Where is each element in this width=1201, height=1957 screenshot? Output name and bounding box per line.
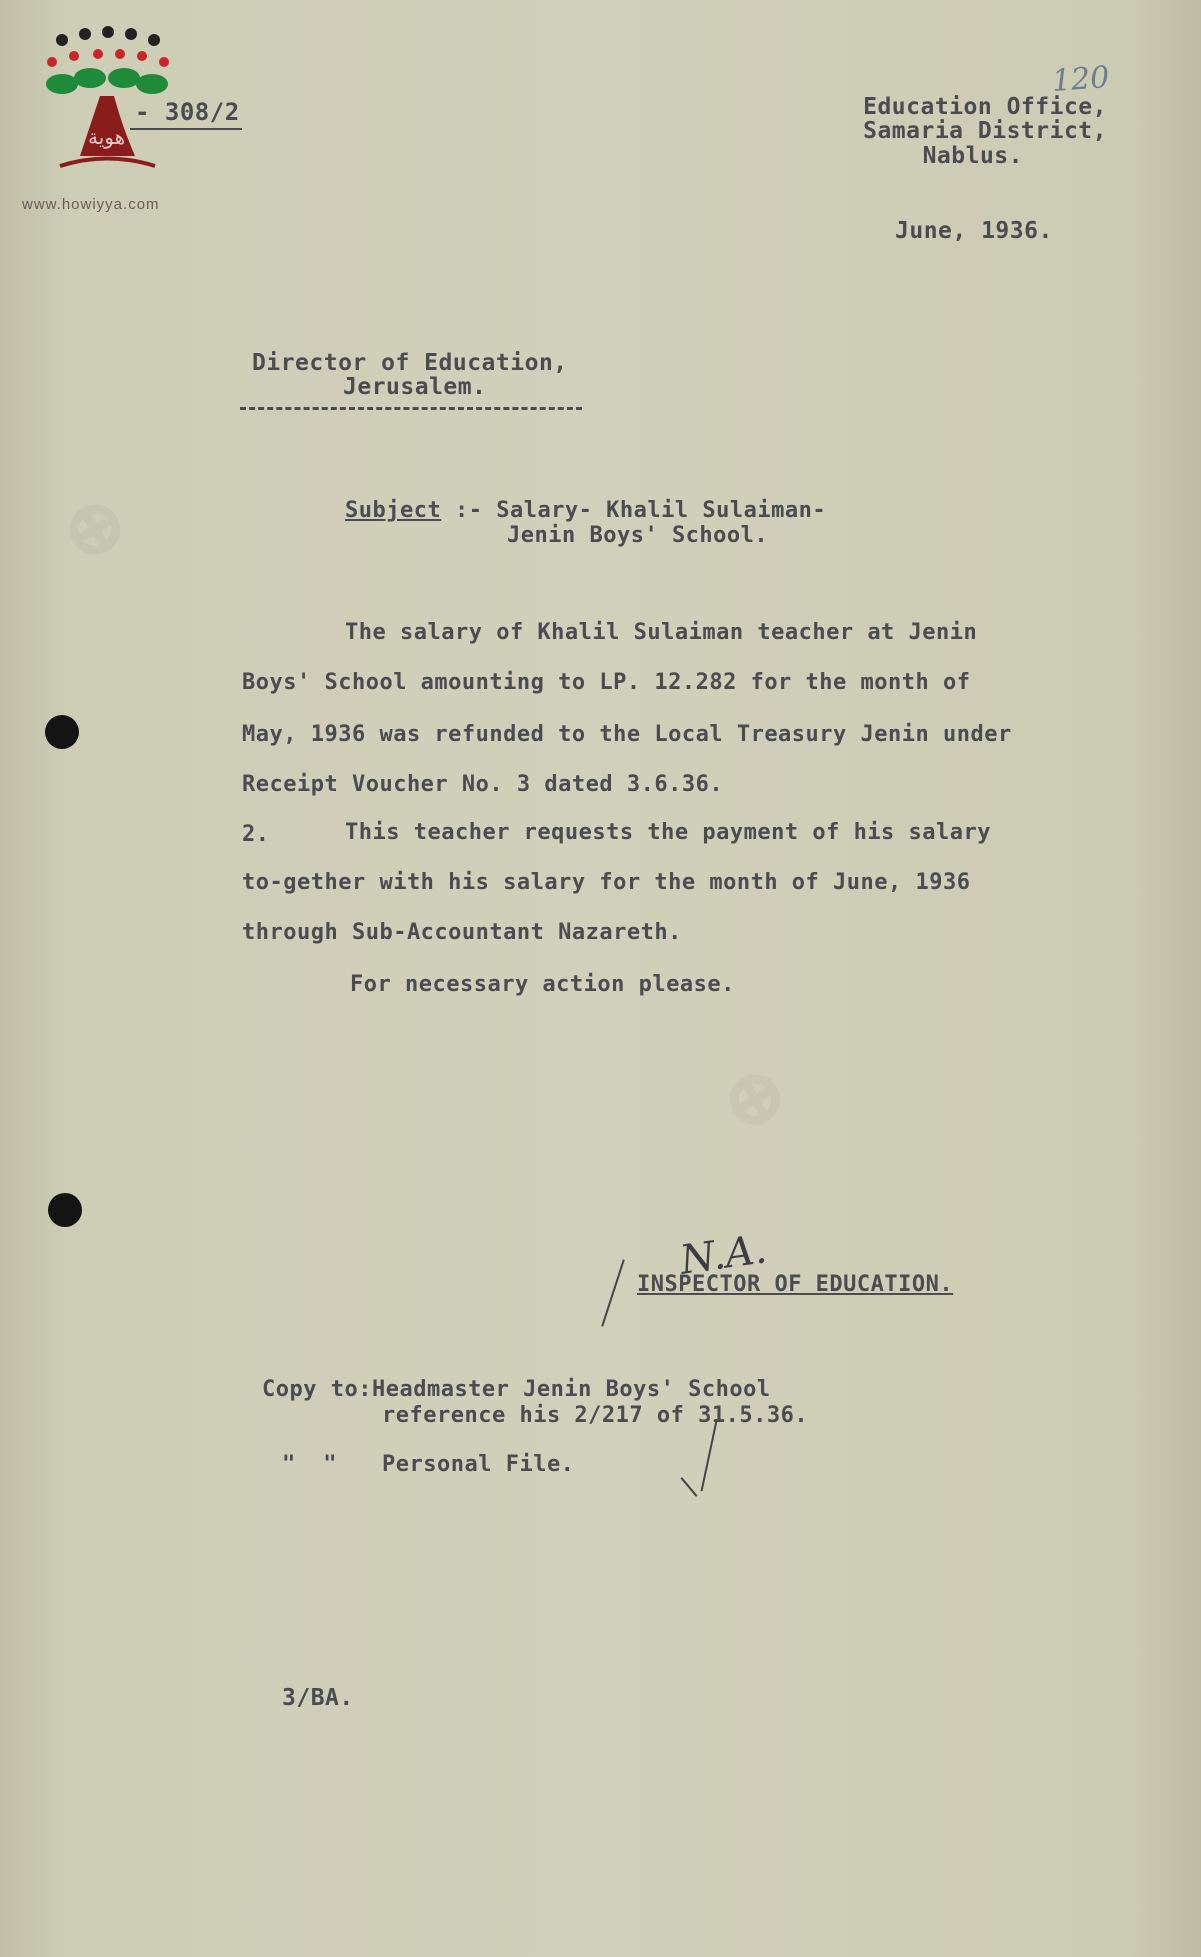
copy-to-line-1 [262,1377,771,1402]
body-para2-number: 2. [242,822,270,847]
reference-underline [130,128,242,130]
copy-to-label: Copy to: [262,1377,372,1402]
address-line-3: Nablus. [922,143,1023,169]
copy-to-line-3: Personal File. [382,1452,575,1477]
signature-initials: N.A. [677,1226,770,1284]
subject-separator: :- [441,498,497,523]
copy-to-ditto: " " [282,1452,337,1477]
body-para2-line-3: through Sub-Accountant Nazareth. [242,920,682,945]
archive-number: 120 [1050,60,1111,99]
body-para1-line-2: Boys' School amounting to LP. 12.282 for the month of [242,670,971,695]
signatory-title: INSPECTOR OF EDUCATION. [637,1272,954,1297]
check-mark-stroke [681,1477,698,1497]
body-para1-line-1: The salary of Khalil Sulaiman teacher at Jenin [345,620,978,645]
background-stamp: ⊕ [40,469,147,585]
file-reference: - 308/2 [135,98,240,126]
background-stamp: ⊕ [700,1039,807,1155]
copy-to-recipient: Headmaster Jenin Boys' School [371,1377,771,1402]
recipient-rule [240,407,582,410]
punch-hole [48,1193,82,1227]
subject-line-1 [345,498,826,523]
body-para1-line-4: Receipt Voucher No. 3 dated 3.6.36. [242,772,724,797]
signature-stroke [601,1259,625,1326]
copy-to-line-2: reference his 2/217 of 31.5.36. [382,1403,809,1428]
punch-hole [45,715,79,749]
subject-text-1: Salary- Khalil Sulaiman- [496,498,827,523]
address-line-1: Education Office, [863,94,1107,120]
body-para1-line-3: May, 1936 was refunded to the Local Treasury Jenin under [242,722,1012,747]
typist-reference: 3/BA. [282,1685,354,1711]
check-mark-stroke [701,1421,718,1492]
subject-label: Subject [345,498,442,523]
recipient-line-1: Director of Education, [252,350,568,376]
watermark-url: www.howiyya.com [22,196,160,213]
subject-line-2: Jenin Boys' School. [507,523,769,548]
body-para2-line-2: to-gether with his salary for the month of June, 1936 [242,870,971,895]
closing-line: For necessary action please. [350,972,735,997]
letter-date: June, 1936. [895,218,1053,244]
body-para2-line-1: This teacher requests the payment of his salary [345,820,992,845]
logo-brand-text: هوية [88,125,126,149]
recipient-line-2: Jerusalem. [343,374,487,400]
address-line-2: Samaria District, [863,118,1107,144]
